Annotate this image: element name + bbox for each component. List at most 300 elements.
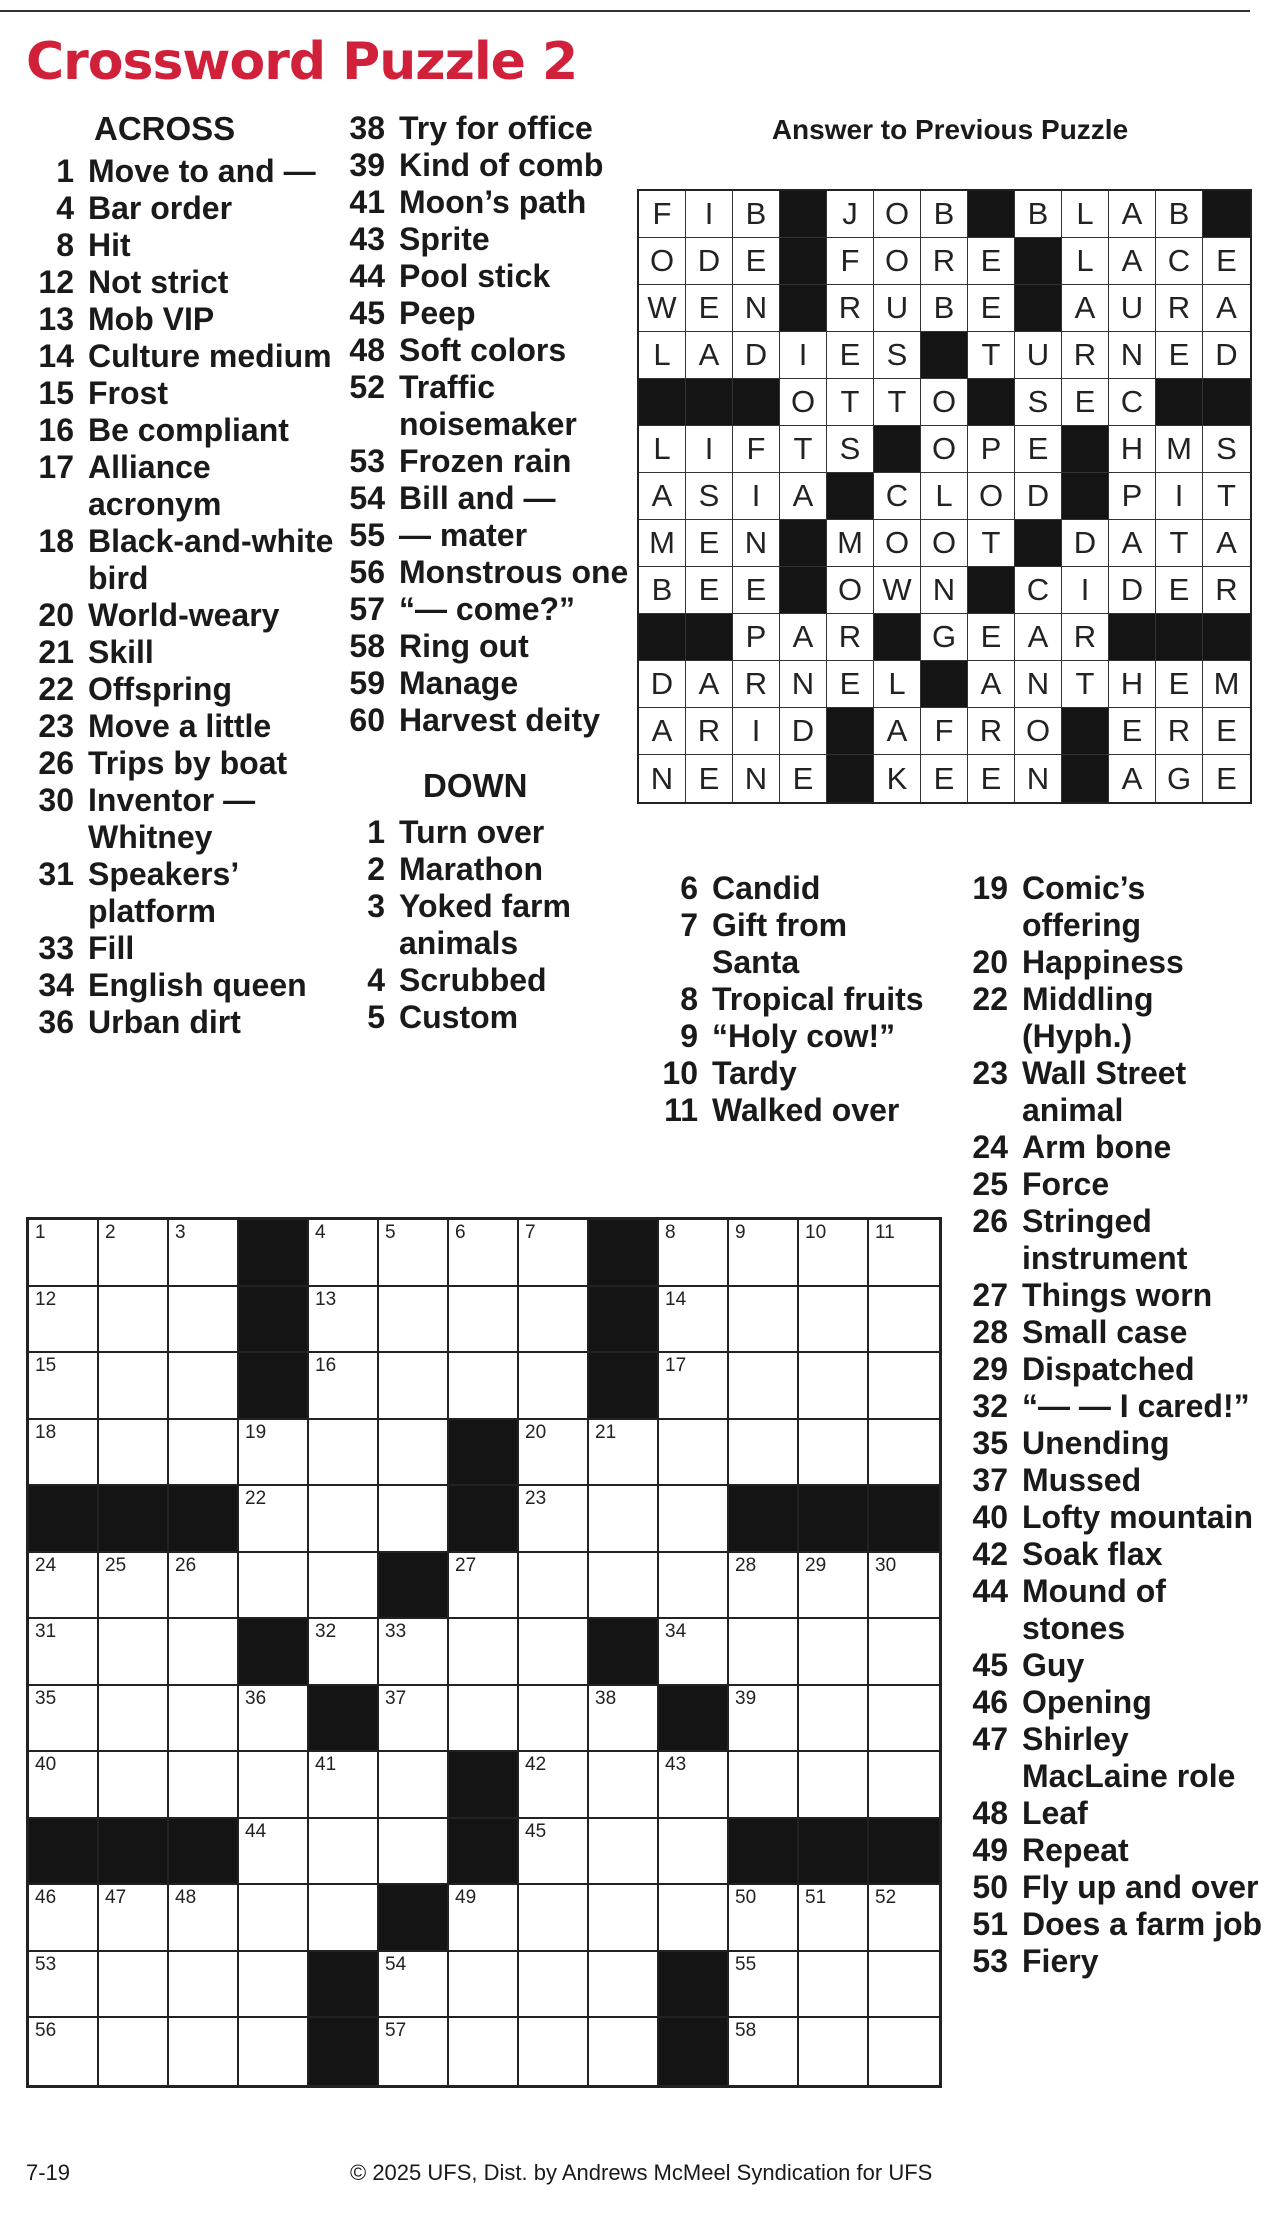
answer-letter-cell: T bbox=[827, 379, 874, 426]
cell-number: 57 bbox=[385, 2020, 407, 2041]
grid-entry-cell[interactable] bbox=[29, 1619, 99, 1686]
clue-item bbox=[337, 332, 637, 369]
answer-letter-cell: D bbox=[780, 708, 827, 755]
grid-entry-cell[interactable] bbox=[309, 1619, 379, 1686]
grid-entry-cell[interactable] bbox=[239, 2018, 309, 2085]
answer-letter-cell: A bbox=[1203, 520, 1250, 567]
clue-text: Speakers’ platform bbox=[88, 856, 238, 929]
grid-entry-cell[interactable] bbox=[869, 1287, 939, 1354]
clue-item bbox=[650, 1018, 940, 1055]
grid-entry-cell[interactable] bbox=[99, 1686, 169, 1753]
grid-entry-cell[interactable] bbox=[799, 1686, 869, 1753]
clue-number: 36 bbox=[38, 1004, 74, 1040]
answer-letter-cell: M bbox=[1156, 426, 1203, 473]
grid-entry-cell[interactable] bbox=[309, 1885, 379, 1952]
grid-entry-cell[interactable] bbox=[169, 1420, 239, 1487]
grid-entry-cell[interactable] bbox=[99, 1885, 169, 1952]
grid-entry-cell[interactable] bbox=[309, 1420, 379, 1487]
grid-entry-cell[interactable] bbox=[29, 1952, 99, 2019]
grid-entry-cell[interactable] bbox=[449, 2018, 519, 2085]
answer-block-cell bbox=[686, 614, 733, 661]
grid-entry-cell[interactable] bbox=[449, 1885, 519, 1952]
clue-number: 10 bbox=[662, 1055, 698, 1091]
grid-entry-cell[interactable] bbox=[869, 1619, 939, 1686]
answer-letter-cell: R bbox=[686, 708, 733, 755]
grid-entry-cell[interactable] bbox=[519, 1486, 589, 1553]
grid-entry-cell[interactable] bbox=[99, 1752, 169, 1819]
grid-entry-cell[interactable] bbox=[99, 1353, 169, 1420]
clue-text: Move a little bbox=[88, 708, 272, 744]
answer-letter-cell: H bbox=[1109, 426, 1156, 473]
grid-entry-cell[interactable] bbox=[659, 1220, 729, 1287]
clue-item bbox=[650, 1092, 940, 1129]
clue-text: Lofty mountain bbox=[1022, 1499, 1254, 1535]
cell-number: 54 bbox=[385, 1953, 407, 1975]
grid-block-cell bbox=[799, 1486, 869, 1553]
grid-entry-cell[interactable] bbox=[29, 1287, 99, 1354]
grid-entry-cell[interactable] bbox=[239, 1819, 309, 1886]
grid-entry-cell[interactable] bbox=[519, 1952, 589, 2019]
grid-entry-cell[interactable] bbox=[169, 1353, 239, 1420]
cell-number: 40 bbox=[35, 1754, 57, 1775]
clue-text: Sprite bbox=[399, 221, 490, 257]
answer-letter-cell: K bbox=[874, 755, 921, 802]
clue-number: 7 bbox=[680, 907, 698, 943]
grid-entry-cell[interactable] bbox=[519, 1553, 589, 1620]
grid-entry-cell[interactable] bbox=[729, 1287, 799, 1354]
clue-text: Urban dirt bbox=[88, 1004, 241, 1040]
grid-entry-cell[interactable] bbox=[729, 1885, 799, 1952]
clue-item bbox=[337, 591, 637, 628]
grid-entry-cell[interactable] bbox=[169, 1619, 239, 1686]
clue-item bbox=[337, 258, 637, 295]
grid-block-cell bbox=[589, 1619, 659, 1686]
grid-entry-cell[interactable] bbox=[729, 2018, 799, 2085]
grid-entry-cell[interactable] bbox=[379, 1686, 449, 1753]
grid-entry-cell[interactable] bbox=[169, 1752, 239, 1819]
grid-entry-cell[interactable] bbox=[589, 2018, 659, 2085]
answer-letter-cell: D bbox=[639, 661, 686, 708]
grid-entry-cell[interactable] bbox=[659, 1553, 729, 1620]
answer-letter-cell: N bbox=[733, 285, 780, 332]
grid-entry-cell[interactable] bbox=[239, 1752, 309, 1819]
cell-number: 43 bbox=[665, 1754, 687, 1775]
grid-entry-cell[interactable] bbox=[309, 1287, 379, 1354]
grid-entry-cell[interactable] bbox=[309, 1819, 379, 1886]
grid-block-cell bbox=[29, 1486, 99, 1553]
clue-number: 2 bbox=[367, 851, 385, 887]
grid-entry-cell[interactable] bbox=[589, 1486, 659, 1553]
answer-letter-cell: O bbox=[639, 238, 686, 285]
answer-letter-cell: L bbox=[639, 332, 686, 379]
grid-block-cell bbox=[589, 1353, 659, 1420]
answer-letter-cell: N bbox=[1015, 755, 1062, 802]
clue-item bbox=[337, 962, 637, 999]
grid-entry-cell[interactable] bbox=[799, 1353, 869, 1420]
answer-letter-cell: A bbox=[780, 473, 827, 520]
grid-entry-cell[interactable] bbox=[99, 1553, 169, 1620]
answer-letter-cell: J bbox=[827, 191, 874, 238]
clue-number: 30 bbox=[38, 782, 74, 818]
grid-entry-cell[interactable] bbox=[99, 1287, 169, 1354]
answer-letter-cell: E bbox=[686, 755, 733, 802]
grid-entry-cell[interactable] bbox=[659, 1752, 729, 1819]
clue-text: Harvest deity bbox=[399, 702, 600, 738]
clue-number: 4 bbox=[367, 962, 385, 998]
grid-entry-cell[interactable] bbox=[799, 1220, 869, 1287]
answer-letter-cell: O bbox=[921, 379, 968, 426]
cell-number: 2 bbox=[105, 1222, 116, 1243]
grid-entry-cell[interactable] bbox=[309, 1752, 379, 1819]
grid-entry-cell[interactable] bbox=[239, 1686, 309, 1753]
answer-block-cell bbox=[1062, 473, 1109, 520]
grid-entry-cell[interactable] bbox=[589, 1952, 659, 2019]
clue-text: Dispatched bbox=[1022, 1351, 1195, 1387]
answer-letter-cell: D bbox=[1203, 332, 1250, 379]
answer-letter-cell: E bbox=[1216, 760, 1237, 796]
clue-text: Monstrous one bbox=[399, 554, 629, 590]
grid-entry-cell[interactable] bbox=[379, 2018, 449, 2085]
answer-letter-cell: A bbox=[639, 708, 686, 755]
clue-item bbox=[960, 1647, 1270, 1684]
grid-entry-cell[interactable] bbox=[869, 1885, 939, 1952]
clue-number: 20 bbox=[38, 597, 74, 633]
grid-entry-cell[interactable] bbox=[589, 1553, 659, 1620]
clue-text: Alliance acronym bbox=[88, 449, 222, 522]
answer-letter-cell: U bbox=[874, 285, 921, 332]
grid-entry-cell[interactable] bbox=[449, 1619, 519, 1686]
cell-number: 41 bbox=[315, 1754, 337, 1775]
clue-number: 29 bbox=[972, 1351, 1008, 1387]
answer-letter-cell: M bbox=[1203, 661, 1250, 708]
clue-text: Bill and — bbox=[399, 480, 556, 516]
clue-number: 3 bbox=[367, 888, 385, 924]
grid-entry-cell[interactable] bbox=[29, 1353, 99, 1420]
cell-number: 29 bbox=[805, 1554, 827, 1576]
grid-entry-cell[interactable] bbox=[589, 1885, 659, 1952]
grid-block-cell bbox=[309, 2018, 379, 2085]
clue-text: Traffic noisemaker bbox=[399, 369, 577, 442]
cell-number: 56 bbox=[35, 2020, 57, 2041]
cell-number: 5 bbox=[385, 1222, 396, 1243]
grid-entry-cell[interactable] bbox=[519, 1885, 589, 1952]
grid-entry-cell[interactable] bbox=[799, 1420, 869, 1487]
grid-entry-cell[interactable] bbox=[589, 1420, 659, 1487]
answer-letter-cell: A bbox=[968, 661, 1015, 708]
grid-block-cell bbox=[449, 1752, 519, 1819]
grid-entry-cell[interactable] bbox=[169, 1686, 239, 1753]
clue-number: 24 bbox=[972, 1129, 1008, 1165]
grid-entry-cell[interactable] bbox=[29, 1553, 99, 1620]
grid-entry-cell[interactable] bbox=[239, 1553, 309, 1620]
answer-block-cell bbox=[1062, 755, 1109, 802]
clue-number: 57 bbox=[349, 591, 385, 627]
grid-entry-cell[interactable] bbox=[799, 1752, 869, 1819]
grid-entry-cell[interactable] bbox=[799, 1619, 869, 1686]
grid-entry-cell[interactable] bbox=[799, 1885, 869, 1952]
grid-block-cell bbox=[729, 1819, 799, 1886]
grid-entry-cell[interactable] bbox=[659, 1287, 729, 1354]
across-clues-column-1 bbox=[26, 104, 336, 1041]
clue-item bbox=[960, 944, 1270, 981]
clue-item bbox=[337, 369, 637, 443]
grid-entry-cell[interactable] bbox=[869, 1952, 939, 2019]
grid-entry-cell[interactable] bbox=[29, 1220, 99, 1287]
clue-item bbox=[960, 1832, 1270, 1869]
clue-number: 22 bbox=[972, 981, 1008, 1017]
answer-block-cell bbox=[1015, 520, 1062, 567]
clue-number: 6 bbox=[680, 870, 698, 906]
answer-block-cell bbox=[686, 379, 733, 426]
grid-entry-cell[interactable] bbox=[659, 1486, 729, 1553]
grid-entry-cell[interactable] bbox=[659, 1619, 729, 1686]
grid-entry-cell[interactable] bbox=[449, 1220, 519, 1287]
grid-block-cell bbox=[309, 1952, 379, 2019]
answer-letter-cell: G bbox=[921, 614, 968, 661]
clue-item bbox=[26, 375, 336, 412]
grid-entry-cell[interactable] bbox=[169, 1220, 239, 1287]
clue-item bbox=[26, 708, 336, 745]
grid-entry-cell[interactable] bbox=[379, 1486, 449, 1553]
answer-letter-cell: A bbox=[1203, 285, 1250, 332]
clue-number: 26 bbox=[38, 745, 74, 781]
answer-letter-cell: T bbox=[1156, 520, 1203, 567]
clue-text: Yoked farm animals bbox=[399, 888, 571, 961]
grid-entry-cell[interactable] bbox=[519, 1686, 589, 1753]
grid-entry-cell[interactable] bbox=[869, 1420, 939, 1487]
grid-entry-cell[interactable] bbox=[309, 1220, 379, 1287]
cell-number: 55 bbox=[735, 1953, 757, 1975]
cell-number: 3 bbox=[175, 1222, 186, 1243]
grid-entry-cell[interactable] bbox=[239, 1420, 309, 1487]
grid-entry-cell[interactable] bbox=[729, 1686, 799, 1753]
grid-block-cell bbox=[169, 1486, 239, 1553]
grid-entry-cell[interactable] bbox=[519, 1353, 589, 1420]
grid-entry-cell[interactable] bbox=[309, 1553, 379, 1620]
grid-entry-cell[interactable] bbox=[729, 1952, 799, 2019]
clue-item bbox=[960, 870, 1270, 944]
grid-entry-cell[interactable] bbox=[869, 1553, 939, 1620]
grid-entry-cell[interactable] bbox=[379, 1220, 449, 1287]
answer-block-cell bbox=[827, 755, 874, 802]
grid-entry-cell[interactable] bbox=[519, 1220, 589, 1287]
grid-entry-cell[interactable] bbox=[659, 1819, 729, 1886]
grid-block-cell bbox=[169, 1819, 239, 1886]
clue-item bbox=[960, 1684, 1270, 1721]
clue-number: 33 bbox=[38, 930, 74, 966]
crossword-grid bbox=[26, 1217, 942, 2088]
clue-number: 51 bbox=[972, 1906, 1008, 1942]
grid-entry-cell[interactable] bbox=[589, 1819, 659, 1886]
grid-entry-cell[interactable] bbox=[169, 2018, 239, 2085]
clue-text: Manage bbox=[399, 665, 519, 701]
grid-entry-cell[interactable] bbox=[449, 1353, 519, 1420]
clue-number: 35 bbox=[972, 1425, 1008, 1461]
answer-letter-cell: T bbox=[874, 379, 921, 426]
answer-block-cell bbox=[968, 567, 1015, 614]
grid-entry-cell[interactable] bbox=[729, 1553, 799, 1620]
grid-entry-cell[interactable] bbox=[379, 1287, 449, 1354]
clue-number: 27 bbox=[972, 1277, 1008, 1313]
grid-entry-cell[interactable] bbox=[99, 1619, 169, 1686]
answer-letter-cell: G bbox=[1156, 755, 1203, 802]
answer-letter-cell: I bbox=[1156, 473, 1203, 520]
grid-entry-cell[interactable] bbox=[309, 1353, 379, 1420]
answer-letter-cell: A bbox=[780, 614, 827, 661]
grid-entry-cell[interactable] bbox=[659, 1353, 729, 1420]
answer-letter-cell: A bbox=[1109, 238, 1156, 285]
grid-entry-cell[interactable] bbox=[729, 1619, 799, 1686]
grid-entry-cell[interactable] bbox=[589, 1686, 659, 1753]
clue-text: Custom bbox=[399, 999, 519, 1035]
clue-item bbox=[337, 702, 637, 739]
grid-entry-cell[interactable] bbox=[799, 1553, 869, 1620]
grid-entry-cell[interactable] bbox=[519, 1287, 589, 1354]
answer-letter-cell: L bbox=[639, 426, 686, 473]
grid-entry-cell[interactable] bbox=[799, 1952, 869, 2019]
grid-entry-cell[interactable] bbox=[29, 1686, 99, 1753]
grid-entry-cell[interactable] bbox=[519, 1619, 589, 1686]
grid-entry-cell[interactable] bbox=[869, 2018, 939, 2085]
grid-entry-cell[interactable] bbox=[659, 1885, 729, 1952]
grid-entry-cell[interactable] bbox=[169, 1885, 239, 1952]
answer-letter-cell: E bbox=[1203, 238, 1250, 285]
grid-entry-cell[interactable] bbox=[449, 1287, 519, 1354]
cell-number: 27 bbox=[455, 1554, 477, 1576]
grid-entry-cell[interactable] bbox=[869, 1353, 939, 1420]
answer-letter-cell: I bbox=[686, 426, 733, 473]
grid-entry-cell[interactable] bbox=[169, 1287, 239, 1354]
grid-entry-cell[interactable] bbox=[449, 1952, 519, 2019]
grid-entry-cell[interactable] bbox=[379, 1752, 449, 1819]
previous-answer-title: Answer to Previous Puzzle bbox=[771, 114, 1129, 145]
grid-entry-cell[interactable] bbox=[99, 1952, 169, 2019]
grid-entry-cell[interactable] bbox=[729, 1220, 799, 1287]
grid-entry-cell[interactable] bbox=[729, 1420, 799, 1487]
clue-item bbox=[26, 930, 336, 967]
grid-entry-cell[interactable] bbox=[519, 1819, 589, 1886]
grid-entry-cell[interactable] bbox=[29, 1752, 99, 1819]
answer-letter-cell: A bbox=[686, 661, 733, 708]
clue-text: Mussed bbox=[1022, 1462, 1142, 1498]
clue-number: 15 bbox=[38, 375, 74, 411]
answer-letter-cell: R bbox=[1156, 708, 1203, 755]
clue-number: 48 bbox=[349, 332, 385, 368]
clue-text: English queen bbox=[88, 967, 307, 1003]
clue-number: 16 bbox=[38, 412, 74, 448]
grid-block-cell bbox=[589, 1220, 659, 1287]
grid-entry-cell[interactable] bbox=[239, 1952, 309, 2019]
grid-entry-cell[interactable] bbox=[379, 1952, 449, 2019]
grid-entry-cell[interactable] bbox=[29, 2018, 99, 2085]
clue-item bbox=[337, 184, 637, 221]
grid-entry-cell[interactable] bbox=[379, 1619, 449, 1686]
grid-entry-cell[interactable] bbox=[99, 1220, 169, 1287]
clue-number: 25 bbox=[972, 1166, 1008, 1202]
grid-entry-cell[interactable] bbox=[449, 1686, 519, 1753]
clue-text: Inventor — Whitney bbox=[88, 782, 256, 855]
grid-entry-cell[interactable] bbox=[799, 2018, 869, 2085]
grid-entry-cell[interactable] bbox=[379, 1353, 449, 1420]
grid-entry-cell[interactable] bbox=[729, 1353, 799, 1420]
cell-number: 39 bbox=[735, 1687, 757, 1709]
grid-entry-cell[interactable] bbox=[869, 1220, 939, 1287]
clue-item bbox=[960, 1277, 1270, 1314]
grid-entry-cell[interactable] bbox=[99, 2018, 169, 2085]
grid-block-cell bbox=[659, 2018, 729, 2085]
grid-entry-cell[interactable] bbox=[519, 2018, 589, 2085]
answer-letter-cell: N bbox=[639, 755, 686, 802]
answer-letter-cell: A bbox=[1062, 285, 1109, 332]
grid-entry-cell[interactable] bbox=[169, 1553, 239, 1620]
answer-letter-cell: R bbox=[1062, 614, 1109, 661]
clue-item bbox=[26, 1004, 336, 1041]
grid-entry-cell[interactable] bbox=[169, 1952, 239, 2019]
grid-entry-cell[interactable] bbox=[589, 1752, 659, 1819]
answer-letter-cell: R bbox=[921, 238, 968, 285]
grid-entry-cell[interactable] bbox=[799, 1287, 869, 1354]
grid-entry-cell[interactable] bbox=[99, 1420, 169, 1487]
grid-entry-cell[interactable] bbox=[379, 1420, 449, 1487]
grid-entry-cell[interactable] bbox=[869, 1686, 939, 1753]
answer-letter-cell: B bbox=[921, 285, 968, 332]
footer-code: 7-19 bbox=[26, 2160, 71, 2185]
clue-text: World-weary bbox=[88, 597, 280, 633]
grid-entry-cell[interactable] bbox=[869, 1752, 939, 1819]
grid-entry-cell[interactable] bbox=[29, 1420, 99, 1487]
answer-letter-cell: S bbox=[827, 426, 874, 473]
cell-number: 10 bbox=[805, 1222, 827, 1243]
cell-number: 53 bbox=[35, 1953, 57, 1975]
clue-number: 14 bbox=[38, 338, 74, 374]
grid-entry-cell[interactable] bbox=[239, 1486, 309, 1553]
clue-item bbox=[26, 190, 336, 227]
down-header: DOWN bbox=[423, 767, 528, 804]
answer-block-cell bbox=[1062, 708, 1109, 755]
grid-block-cell bbox=[239, 1353, 309, 1420]
grid-entry-cell[interactable] bbox=[519, 1420, 589, 1487]
grid-entry-cell[interactable] bbox=[29, 1885, 99, 1952]
clue-item bbox=[337, 517, 637, 554]
clue-item bbox=[26, 671, 336, 708]
answer-block-cell bbox=[1203, 614, 1250, 661]
answer-letter-cell: F bbox=[921, 708, 968, 755]
grid-entry-cell[interactable] bbox=[519, 1752, 589, 1819]
clue-item bbox=[26, 782, 336, 856]
grid-entry-cell[interactable] bbox=[449, 1553, 519, 1620]
answer-letter-cell: S bbox=[874, 332, 921, 379]
grid-entry-cell[interactable] bbox=[729, 1752, 799, 1819]
clue-number: 42 bbox=[972, 1536, 1008, 1572]
answer-letter-cell: B bbox=[639, 567, 686, 614]
cell-number: 44 bbox=[245, 1820, 267, 1842]
answer-letter-cell: E bbox=[733, 567, 780, 614]
cell-number: 17 bbox=[665, 1355, 687, 1376]
answer-letter-cell: B bbox=[1015, 191, 1062, 238]
grid-entry-cell[interactable] bbox=[379, 1819, 449, 1886]
answer-block-cell bbox=[780, 238, 827, 285]
clue-text: Unending bbox=[1022, 1425, 1170, 1461]
clue-text: Fill bbox=[88, 930, 135, 966]
clues-column-2 bbox=[337, 110, 637, 1036]
grid-entry-cell[interactable] bbox=[659, 1420, 729, 1487]
answer-letter-cell: S bbox=[686, 473, 733, 520]
answer-letter-cell: I bbox=[733, 708, 780, 755]
answer-block-cell bbox=[1156, 379, 1203, 426]
grid-entry-cell[interactable] bbox=[239, 1885, 309, 1952]
grid-entry-cell[interactable] bbox=[309, 1486, 379, 1553]
clue-item bbox=[26, 856, 336, 930]
